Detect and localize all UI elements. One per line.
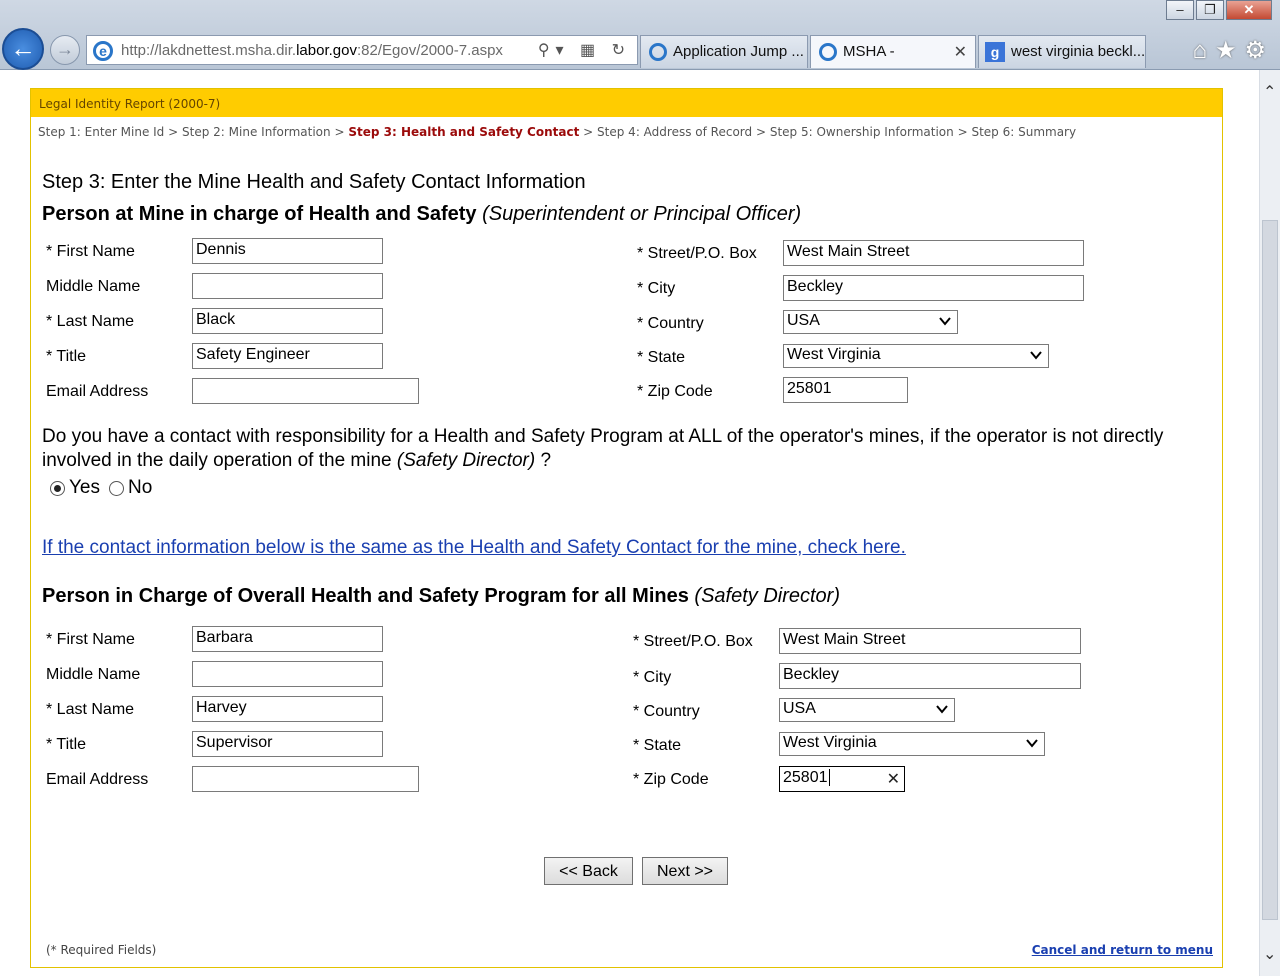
s1-city-input[interactable]: Beckley [783, 275, 1084, 301]
s2-street-label: * Street/P.O. Box [633, 633, 753, 650]
chevron-down-icon [936, 703, 948, 715]
s2-last-name-input[interactable]: Harvey [192, 696, 383, 722]
step-1: Step 1: Enter Mine Id [38, 125, 165, 139]
s1-country-select[interactable]: USA [783, 310, 958, 334]
scroll-up-icon[interactable]: ⌃ [1263, 84, 1277, 101]
s1-email-label: Email Address [46, 383, 149, 400]
s1-title-input[interactable]: Safety Engineer [192, 343, 383, 369]
s1-state-select[interactable]: West Virginia [783, 344, 1049, 368]
s1-middle-name-input[interactable] [192, 273, 383, 299]
home-icon[interactable]: ⌂ [1192, 37, 1215, 64]
step-6: Step 6: Summary [971, 125, 1077, 139]
step-3-current: Step 3: Health and Safety Contact [348, 125, 580, 139]
address-bar[interactable] [86, 35, 638, 65]
step-4: Step 4: Address of Record [597, 125, 753, 139]
scroll-down-icon[interactable]: ⌄ [1263, 946, 1277, 963]
form-panel [30, 88, 1223, 968]
yes-radio[interactable] [50, 481, 65, 496]
section2-title: Person in Charge of Overall Health and Safety Program for all Mines (Safety Director) [42, 585, 840, 607]
s1-last-name-label: * Last Name [46, 313, 135, 330]
s2-country-label: * Country [633, 703, 700, 720]
browser-toolbar-icons[interactable] [1192, 36, 1274, 65]
s2-state-select[interactable]: West Virginia [779, 732, 1045, 756]
panel-title: Legal Identity Report (2000-7) [39, 97, 221, 111]
vertical-scrollbar[interactable] [1259, 70, 1280, 976]
tab-google-search[interactable]: g west virginia beckl... [978, 35, 1146, 68]
no-radio-label[interactable]: No [128, 477, 153, 498]
back-nav-button[interactable]: ← [2, 28, 44, 70]
panel-header [31, 89, 1222, 117]
no-radio[interactable] [109, 481, 124, 496]
section1-subtitle: (Superintendent or Principal Officer) [482, 203, 802, 225]
url-text: http://lakdnettest.msha.dir.labor.gov:82/Egov/2000-7.aspx [121, 42, 503, 59]
required-fields-note: (* Required Fields) [46, 943, 157, 957]
s1-city-label: * City [637, 280, 676, 297]
s1-title-label: * Title [46, 348, 87, 365]
step-separator: > [957, 125, 968, 139]
s2-middle-name-label: Middle Name [46, 666, 141, 683]
section1-title: Person at Mine in charge of Health and Safety (Superintendent or Principal Officer) [42, 203, 802, 225]
s2-email-input[interactable] [192, 766, 419, 792]
s2-country-select[interactable]: USA [779, 698, 955, 722]
scroll-thumb[interactable] [1262, 220, 1278, 920]
s1-street-input[interactable]: West Main Street [783, 240, 1084, 266]
window-controls [1164, 0, 1272, 20]
s1-first-name-label: * First Name [46, 243, 135, 260]
chevron-down-icon [939, 315, 951, 327]
browser-chrome [0, 0, 1280, 70]
s1-zip-input[interactable]: 25801 [783, 377, 908, 403]
ie-icon: e [93, 41, 113, 61]
step-breadcrumb [38, 125, 1076, 139]
s1-state-label: * State [637, 349, 686, 366]
close-tab-icon[interactable]: ✕ [953, 44, 967, 61]
text-cursor [829, 769, 830, 786]
clear-input-icon[interactable]: ✕ [886, 771, 900, 788]
s2-title-input[interactable]: Supervisor [192, 731, 383, 757]
address-tools[interactable]: ⚲▾ ▦ ↻ [537, 42, 631, 59]
s2-zip-label: * Zip Code [633, 771, 709, 788]
step-2: Step 2: Mine Information [182, 125, 331, 139]
copy-contact-link[interactable]: If the contact information below is the same as the Health and Safety Contact for the mine, check here. [42, 537, 906, 558]
minimize-icon[interactable]: – [1166, 0, 1194, 20]
s1-last-name-input[interactable]: Black [192, 308, 383, 334]
s1-street-label: * Street/P.O. Box [637, 245, 757, 262]
step-5: Step 5: Ownership Information [769, 125, 954, 139]
restore-icon[interactable]: ❐ [1196, 0, 1224, 20]
settings-gear-icon[interactable]: ⚙ [1244, 37, 1274, 64]
s2-middle-name-input[interactable] [192, 661, 383, 687]
next-button[interactable]: Next >> [642, 857, 728, 885]
s2-state-label: * State [633, 737, 682, 754]
s2-first-name-label: * First Name [46, 631, 135, 648]
ie-icon [819, 43, 837, 61]
step-separator: > [583, 125, 594, 139]
close-window-icon[interactable]: ✕ [1226, 0, 1272, 20]
s1-email-input[interactable] [192, 378, 419, 404]
s1-middle-name-label: Middle Name [46, 278, 141, 295]
tab-application-jump[interactable]: Application Jump ... [640, 35, 808, 68]
page-heading: Step 3: Enter the Mine Health and Safety Contact Information [42, 171, 586, 193]
step-separator: > [334, 125, 345, 139]
s2-first-name-input[interactable]: Barbara [192, 626, 383, 652]
s1-first-name-input[interactable]: Dennis [192, 238, 383, 264]
step-separator: > [755, 125, 767, 139]
s1-zip-label: * Zip Code [637, 383, 713, 400]
s2-last-name-label: * Last Name [46, 701, 135, 718]
s2-email-label: Email Address [46, 771, 149, 788]
ie-icon [649, 43, 667, 61]
s1-country-label: * Country [637, 315, 704, 332]
forward-nav-button[interactable]: → [50, 35, 80, 65]
step-separator: > [168, 125, 179, 139]
section2-subtitle: (Safety Director) [694, 585, 840, 607]
favorites-star-icon[interactable]: ★ [1214, 37, 1245, 64]
safety-director-question: Do you have a contact with responsibility for a Health and Safety Program at ALL of the operator's mines, if the operator is not directly involved in the daily operation of the mine (Safety Director) ? [42, 426, 1164, 471]
chevron-down-icon [1026, 737, 1038, 749]
s2-city-input[interactable]: Beckley [779, 663, 1081, 689]
s2-title-label: * Title [46, 736, 87, 753]
google-icon: g [985, 42, 1005, 62]
s2-street-input[interactable]: West Main Street [779, 628, 1081, 654]
s2-zip-input[interactable]: 25801 ✕ [779, 766, 905, 792]
tab-msha[interactable]: MSHA - ✕ [810, 35, 976, 68]
cancel-return-link[interactable]: Cancel and return to menu [1031, 943, 1213, 957]
chevron-down-icon [1030, 349, 1042, 361]
back-button[interactable]: << Back [544, 857, 633, 885]
s2-city-label: * City [633, 669, 672, 686]
yes-radio-label[interactable]: Yes [69, 477, 100, 498]
